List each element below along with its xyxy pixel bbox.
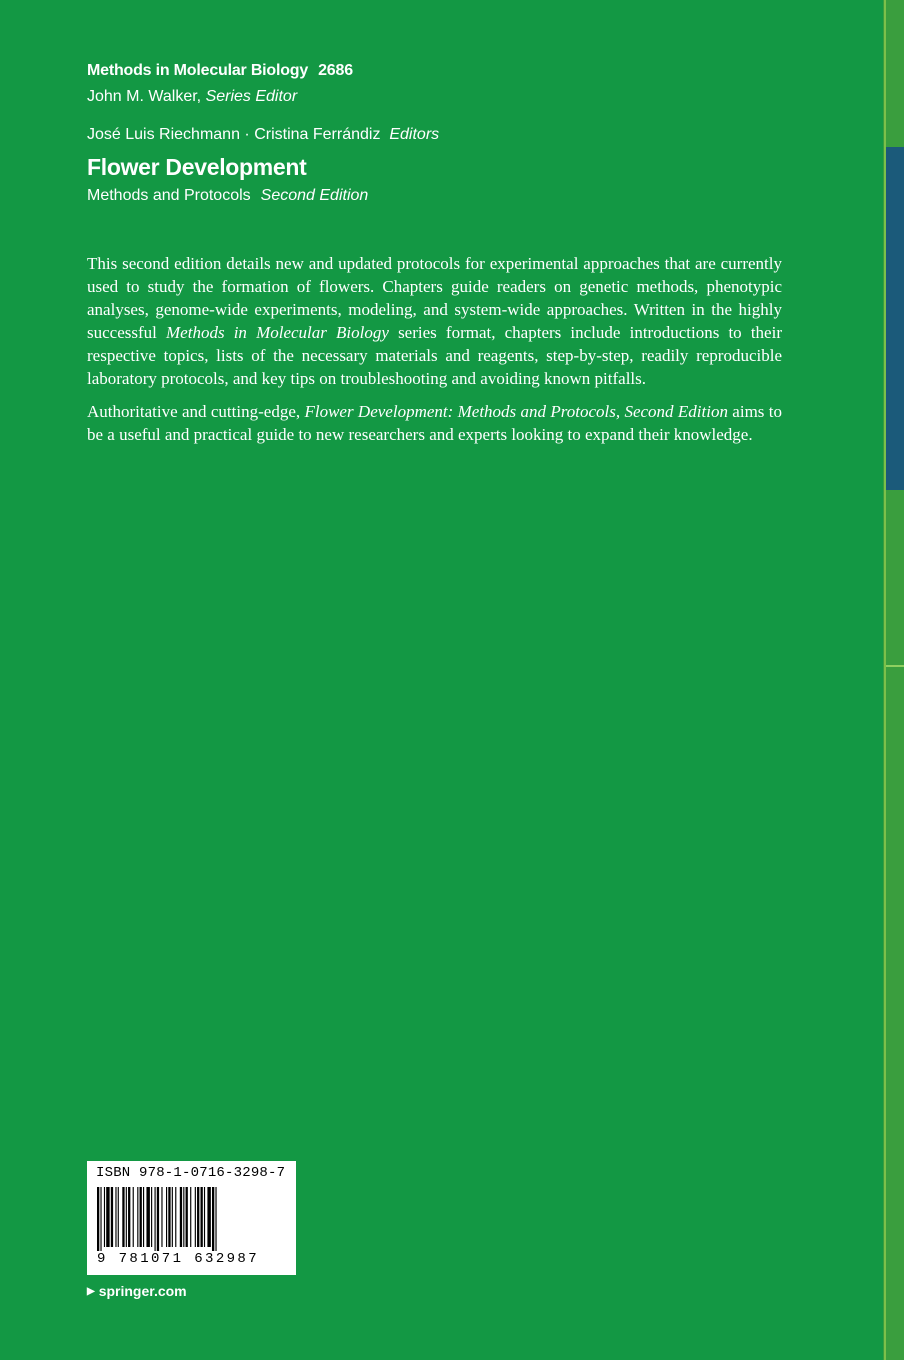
barcode-bar xyxy=(175,1187,176,1247)
description-text: series format, chapters include introductions to their respective topics, lists of the necessary materials and reagents, step-by-step, readily reproducible laboratory protocols, and key tips on troubleshooting and avoiding known pitfalls. xyxy=(87,323,782,388)
barcode-bar xyxy=(118,1187,119,1247)
series-reference: Methods in Molecular Biology xyxy=(166,323,389,342)
editors-names: José Luis Riechmann · Cristina Ferrándiz xyxy=(87,126,381,143)
barcode-bar xyxy=(207,1187,210,1247)
book-subtitle: Methods and Protocols xyxy=(87,187,251,204)
barcode-bar xyxy=(157,1187,159,1251)
isbn-barcode xyxy=(87,1161,296,1275)
barcode-bar xyxy=(100,1187,101,1251)
barcode-bar xyxy=(180,1187,182,1247)
barcode-bar xyxy=(137,1187,138,1247)
book-title: Flower Development xyxy=(87,154,307,180)
barcode-bar xyxy=(183,1187,184,1247)
barcode-bar xyxy=(133,1187,134,1247)
barcode-bar xyxy=(122,1187,124,1247)
series-editor-name: John M. Walker, xyxy=(87,88,202,105)
book-edition: Second Edition xyxy=(260,187,369,204)
barcode-bar xyxy=(168,1187,170,1247)
barcode-bar xyxy=(140,1187,142,1247)
series-editor-role: Series Editor xyxy=(205,88,298,105)
cover-header xyxy=(87,60,439,207)
book-subtitle-line xyxy=(87,185,439,207)
website-label: springer.com xyxy=(98,1283,187,1299)
barcode-bar xyxy=(143,1187,144,1247)
barcode-bar xyxy=(126,1187,127,1247)
isbn-label: ISBN 978-1-0716-3298-7 xyxy=(96,1165,286,1181)
barcode-bar xyxy=(161,1187,162,1247)
editors-role: Editors xyxy=(389,126,440,143)
spine-rule xyxy=(886,665,904,667)
barcode-bar xyxy=(197,1187,199,1247)
series-editor xyxy=(87,86,439,108)
triangle-right-icon: ▶ xyxy=(87,1285,95,1297)
barcode-bar xyxy=(104,1187,105,1247)
description-text: This second edition details new and updated protocols for experimental approaches that are currently used to study the formation of flowers. Chapters guide readers on genetic methods, phenotypic analyses, genome-wide experiments, modeling, and system-wide approaches. Written in the highly successful xyxy=(87,254,782,342)
book-description xyxy=(87,252,782,456)
barcode-bar xyxy=(186,1187,188,1247)
description-paragraph-2 xyxy=(87,400,782,446)
title-reference: Flower Development: Methods and Protocols, Second Edition xyxy=(304,402,728,421)
publisher-website[interactable] xyxy=(87,1283,187,1299)
barcode-bar xyxy=(97,1187,99,1251)
barcode-bar xyxy=(212,1187,214,1251)
series-number: 2686 xyxy=(318,62,353,79)
barcode-bar xyxy=(215,1187,216,1251)
barcode-bars xyxy=(97,1187,287,1251)
series-line xyxy=(87,60,439,82)
series-name: Methods in Molecular Biology xyxy=(87,62,309,79)
description-paragraph-1 xyxy=(87,252,782,390)
barcode-bar xyxy=(190,1187,191,1247)
barcode-bar xyxy=(172,1187,173,1247)
spine-color-band xyxy=(886,147,904,490)
barcode-bar xyxy=(155,1187,156,1251)
barcode-bar xyxy=(166,1187,167,1247)
description-text: Authoritative and cutting-edge, xyxy=(87,402,305,421)
volume-editors xyxy=(87,124,439,146)
barcode-bar xyxy=(146,1187,149,1247)
barcode-bar xyxy=(115,1187,116,1247)
barcode-bar xyxy=(151,1187,152,1247)
barcode-digits: 9 781071 632987 xyxy=(97,1251,260,1267)
barcode-bar xyxy=(128,1187,130,1247)
barcode-bar xyxy=(111,1187,113,1247)
barcode-bar xyxy=(195,1187,196,1247)
barcode-bar xyxy=(204,1187,205,1247)
barcode-bar xyxy=(201,1187,203,1247)
description-text: aims to be a useful and practical guide to new researchers and experts looking to expand their knowledge. xyxy=(87,402,782,444)
barcode-bar xyxy=(106,1187,109,1247)
